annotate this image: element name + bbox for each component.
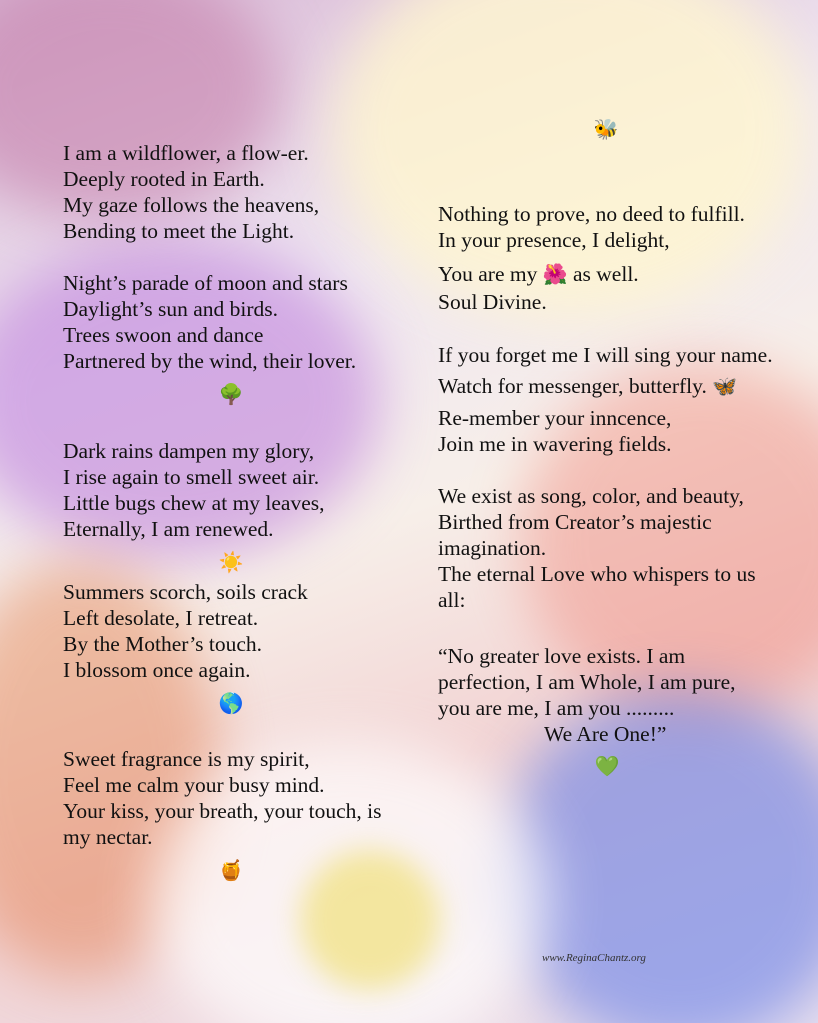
poem-line: imagination. xyxy=(438,536,547,560)
poem-line: Bending to meet the Light. xyxy=(63,219,295,243)
poem-line: Nothing to prove, no deed to fulfill. xyxy=(438,202,745,226)
poem-line: perfection, I am Whole, I am pure, xyxy=(438,670,736,694)
bee-icon: 🐝 xyxy=(593,117,619,141)
poem-line: Deeply rooted in Earth. xyxy=(63,167,265,191)
poem-line: Eternally, I am renewed. xyxy=(63,517,274,541)
poem-line: Left desolate, I retreat. xyxy=(63,606,259,630)
poem-line: I blossom once again. xyxy=(63,658,251,682)
poem-line: Re-member your inncence, xyxy=(438,406,672,430)
tree-icon: 🌳 xyxy=(218,382,244,406)
website-credit: www.ReginaChantz.org xyxy=(542,952,646,964)
poem-line: We exist as song, color, and beauty, xyxy=(438,484,744,508)
sun-icon: ☀️ xyxy=(218,550,244,574)
hibiscus-icon: 🌺 xyxy=(542,262,568,286)
poem-line: Daylight’s sun and birds. xyxy=(63,297,278,321)
poem-line: you are me, I am you ......... xyxy=(438,696,675,720)
poem-fragment: as well. xyxy=(573,262,639,286)
poem-line: Your kiss, your breath, your touch, is xyxy=(63,799,382,823)
poem-line: I rise again to smell sweet air. xyxy=(63,465,320,489)
poem-line: Soul Divine. xyxy=(438,290,547,314)
background-daisy-center xyxy=(300,850,440,990)
poem-line: My gaze follows the heavens, xyxy=(63,193,320,217)
poem-line: Partnered by the wind, their lover. xyxy=(63,349,357,373)
poem-line-closing: We Are One!” xyxy=(544,722,667,746)
poem-line: Little bugs chew at my leaves, xyxy=(63,491,325,515)
poem-line: Sweet fragrance is my spirit, xyxy=(63,747,310,771)
poem-fragment: You are my xyxy=(438,262,538,286)
poem-line: Summers scorch, soils crack xyxy=(63,580,308,604)
poem-line: By the Mother’s touch. xyxy=(63,632,263,656)
poem-line: all: xyxy=(438,588,466,612)
poem-line: Join me in wavering fields. xyxy=(438,432,672,456)
poem-line: my nectar. xyxy=(63,825,153,849)
poem-line: In your presence, I delight, xyxy=(438,228,670,252)
honey-pot-icon: 🍯 xyxy=(218,858,244,882)
poem-line: Birthed from Creator’s majestic xyxy=(438,510,712,534)
poem-line: I am a wildflower, a flow-er. xyxy=(63,141,309,165)
poem-line-with-flower xyxy=(438,261,639,287)
butterfly-icon: 🦋 xyxy=(712,374,738,398)
poem-line: Trees swoon and dance xyxy=(63,323,264,347)
poem-line: The eternal Love who whispers to us xyxy=(438,562,756,586)
poem-line: If you forget me I will sing your name. xyxy=(438,343,773,367)
poem-fragment: Watch for messenger, butterfly. xyxy=(438,374,707,398)
poem-line: Night’s parade of moon and stars xyxy=(63,271,348,295)
globe-icon: 🌎 xyxy=(218,691,244,715)
poem-line: “No greater love exists. I am xyxy=(438,644,686,668)
poem-line-with-butterfly xyxy=(438,373,737,399)
poem-line: Feel me calm your busy mind. xyxy=(63,773,325,797)
green-heart-icon: 💚 xyxy=(594,754,620,778)
poem-line: Dark rains dampen my glory, xyxy=(63,439,315,463)
